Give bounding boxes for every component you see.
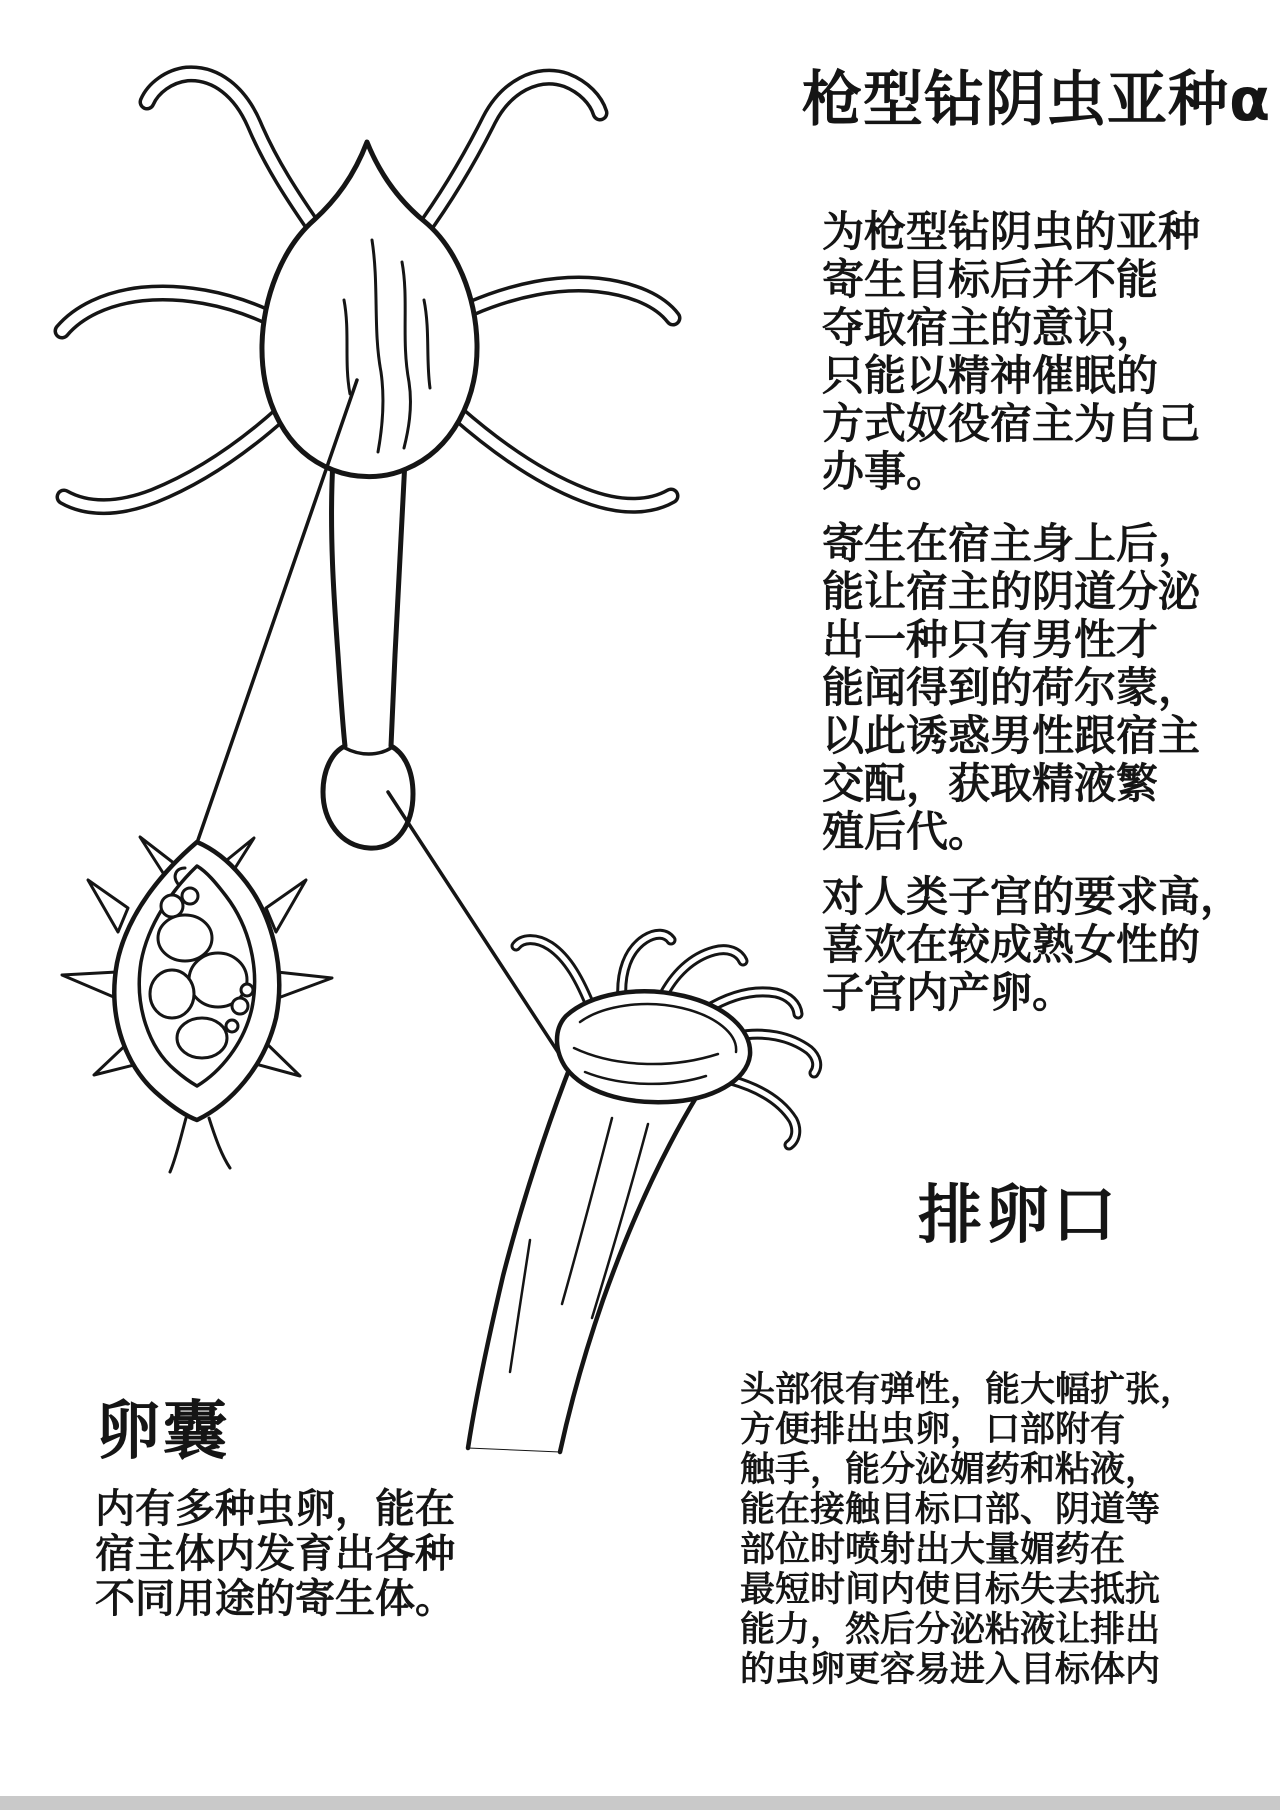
ovipositor-tube-fill [468, 1062, 697, 1452]
text-line: 对人类子宫的要求高， [822, 872, 1243, 921]
pheromone-paragraph [822, 520, 1200, 856]
page-bottom-edge [0, 1796, 1280, 1810]
text-line: 殖后代。 [822, 807, 991, 856]
text-line: 为枪型钻阴虫的亚种 [822, 207, 1201, 256]
text-line: 最短时间内使目标失去抵抗 [740, 1570, 1161, 1610]
ovipositor-paragraph [740, 1370, 1195, 1690]
egg-sac-label: 卵囊 [96, 1395, 230, 1469]
text-line: 能闻得到的荷尔蒙， [822, 663, 1201, 712]
text-line: 以此诱惑男性跟宿主 [822, 711, 1201, 760]
text-line: 寄生目标后并不能 [822, 255, 1159, 304]
egg-sac-illustration [62, 837, 332, 1172]
text-line: 能让宿主的阴道分泌 [822, 567, 1201, 616]
text-line: 不同用途的寄生体。 [95, 1576, 455, 1622]
text-line: 出一种只有男性才 [822, 615, 1159, 664]
intro-paragraph [822, 208, 1200, 496]
text-line: 部位时喷射出大量媚药在 [740, 1530, 1126, 1570]
text-line: 寄生在宿主身上后， [822, 519, 1201, 568]
ovipositor-label: 排卵口 [918, 1179, 1119, 1253]
text-line: 只能以精神催眠的 [822, 351, 1159, 400]
creature-shaft [323, 460, 413, 848]
text-line: 头部很有弹性，能大幅扩张， [740, 1370, 1196, 1410]
text-line: 宿主体内发育出各种 [95, 1531, 455, 1577]
creature-illustration [62, 74, 673, 848]
text-line: 能在接触目标口部、阴道等 [740, 1490, 1161, 1530]
text-line: 方便排出虫卵，口部附有 [740, 1410, 1126, 1450]
egg-sac-tendrils [170, 1118, 230, 1172]
text-line: 内有多种虫卵，能在 [95, 1486, 455, 1532]
page-title: 枪型钻阴虫亚种α [802, 65, 1272, 135]
text-line: 子宫内产卵。 [822, 968, 1075, 1017]
text-line: 的虫卵更容易进入目标体内 [740, 1650, 1161, 1690]
text-line: 触手，能分泌媚药和粘液， [740, 1450, 1161, 1490]
text-line: 交配，获取精液繁 [822, 759, 1159, 808]
text-line: 夺取宿主的意识， [822, 303, 1159, 352]
egg-sac-paragraph [95, 1487, 455, 1622]
text-line: 方式奴役宿主为自己 [822, 399, 1201, 448]
text-line: 喜欢在较成熟女性的 [822, 920, 1201, 969]
text-line: 能力，然后分泌粘液让排出 [740, 1610, 1161, 1650]
text-line: 办事。 [822, 447, 949, 496]
spawning-paragraph [822, 873, 1242, 1017]
